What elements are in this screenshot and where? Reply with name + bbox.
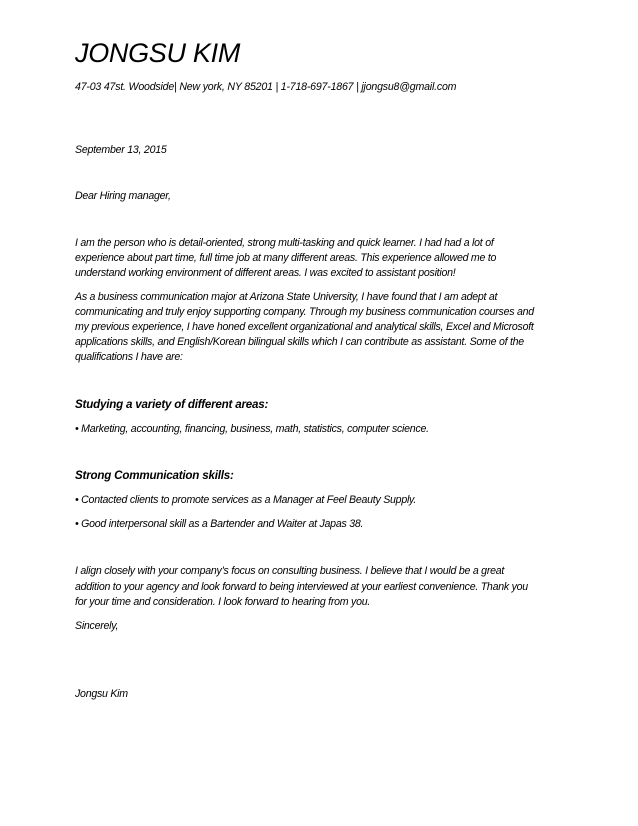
section-heading-studies: Studying a variety of different areas:: [75, 398, 269, 411]
salutation: Dear Hiring manager,: [75, 190, 171, 202]
paragraph-line: experience about part time, full time job at many different areas. This experience allowed me to: [75, 252, 497, 264]
signature: Jongsu Kim: [75, 688, 128, 700]
paragraph-line: understand working environment of different areas. I was excited to assistant position!: [75, 267, 456, 279]
bullet-item: • Good interpersonal skill as a Bartender and Waiter at Japas 38.: [75, 518, 364, 530]
paragraph-line: communicating and truly enjoy supporting company. Through my business communication courses and: [75, 306, 534, 318]
section-heading-communication: Strong Communication skills:: [75, 469, 234, 482]
applicant-name: JONGSU KIM: [75, 38, 241, 68]
bullet-item: • Contacted clients to promote services as a Manager at Feel Beauty Supply.: [75, 494, 417, 506]
paragraph-line: I am the person who is detail-oriented, strong multi-tasking and quick learner. I had had a lot of: [75, 237, 494, 249]
contact-info: 47-03 47st. Woodside| New york, NY 85201 | 1-718-697-1867 | jjongsu8@gmail.com: [75, 81, 457, 93]
paragraph-line: for your time and consideration. I look forward to hearing from you.: [75, 596, 371, 608]
paragraph-line: my previous experience, I have honed excellent organizational and analytical skills, Excel and Microsoft: [75, 321, 534, 333]
closing: Sincerely,: [75, 620, 119, 632]
bullet-item: • Marketing, accounting, financing, business, math, statistics, computer science.: [75, 423, 429, 435]
paragraph-line: applications skills, and English/Korean bilingual skills which I can contribute as assistant. Some of the: [75, 336, 524, 348]
paragraph-line: I align closely with your company’s focus on consulting business. I believe that I would be a great: [75, 565, 505, 577]
paragraph-line: qualifications I have are:: [75, 351, 183, 363]
letter-date: September 13, 2015: [75, 144, 167, 156]
paragraph-line: addition to your agency and look forward to being interviewed at your earliest convenience. Thank you: [75, 581, 528, 593]
paragraph-line: As a business communication major at Arizona State University, I have found that I am adept at: [75, 291, 498, 303]
